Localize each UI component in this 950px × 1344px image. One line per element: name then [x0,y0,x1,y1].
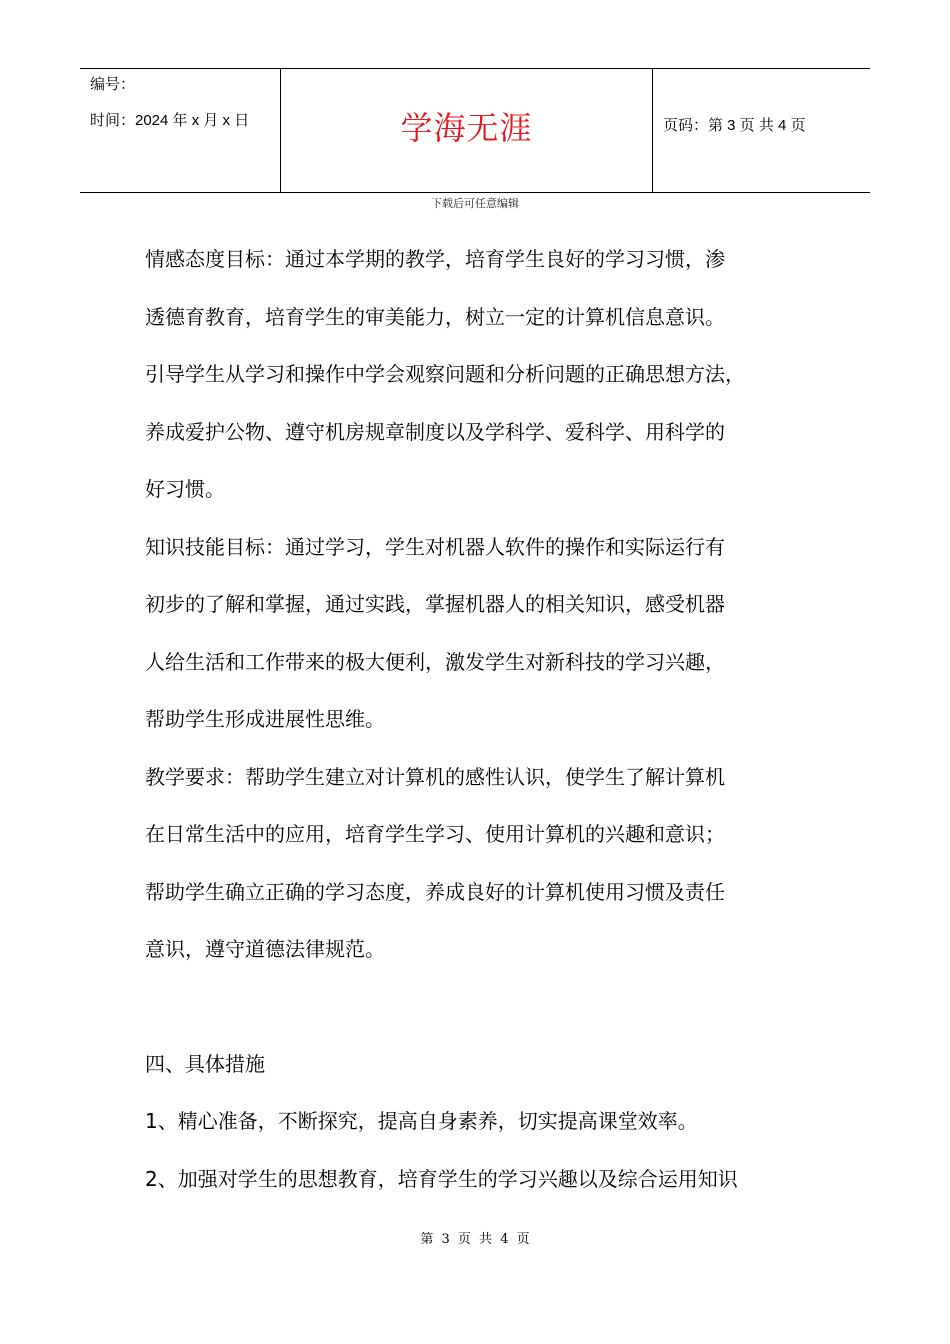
header-right-cell [653,69,870,192]
body-line: 教学要求：帮助学生建立对计算机的感性认识，使学生了解计算机 [145,765,725,789]
brand-title: 学海无涯 [400,109,533,147]
body-line: 人给生活和工作带来的极大便利，激发学生对新科技的学习兴趣， [145,650,725,674]
page-number-label: 页码：第 3 页 共 4 页 [663,117,806,134]
body-line: 帮助学生形成进展性思维。 [145,707,385,731]
body-line: 初步的了解和掌握，通过实践，掌握机器人的相关知识，感受机器 [145,592,725,616]
body-line: 透德育教育，培育学生的审美能力，树立一定的计算机信息意识。 [145,305,725,329]
body-line: 2、加强对学生的思想教育，培育学生的学习兴趣以及综合运用知识 [145,1167,738,1191]
document-header [80,68,870,193]
body-line: 在日常生活中的应用，培育学生学习、使用计算机的兴趣和意识； [145,822,725,846]
header-left-cell [80,69,280,192]
page-footer: 第 3 页 共 4 页 [420,1232,530,1247]
editable-note: 下载后可任意编辑 [431,197,519,210]
body-line: 好习惯。 [145,477,225,501]
body-line: 情感态度目标：通过本学期的教学，培育学生良好的学习习惯，渗 [145,247,725,271]
body-line: 养成爱护公物、遵守机房规章制度以及学科学、爱科学、用科学的 [145,420,725,444]
document-time-label: 时间：2024 年 x 月 x 日 [90,112,250,129]
body-line: 帮助学生确立正确的学习态度，养成良好的计算机使用习惯及责任 [145,880,725,904]
body-line: 1、精心准备，不断探究，提高自身素养，切实提高课堂效率。 [145,1109,698,1133]
body-line: 意识，遵守道德法律规范。 [145,937,385,961]
section-heading: 四、具体措施 [145,1052,265,1076]
body-line: 引导学生从学习和操作中学会观察问题和分析问题的正确思想方法， [145,362,745,386]
body-line: 知识技能目标：通过学习，学生对机器人软件的操作和实际运行有 [145,535,725,559]
document-number-label: 编号： [90,76,136,93]
header-center-cell [280,69,653,192]
